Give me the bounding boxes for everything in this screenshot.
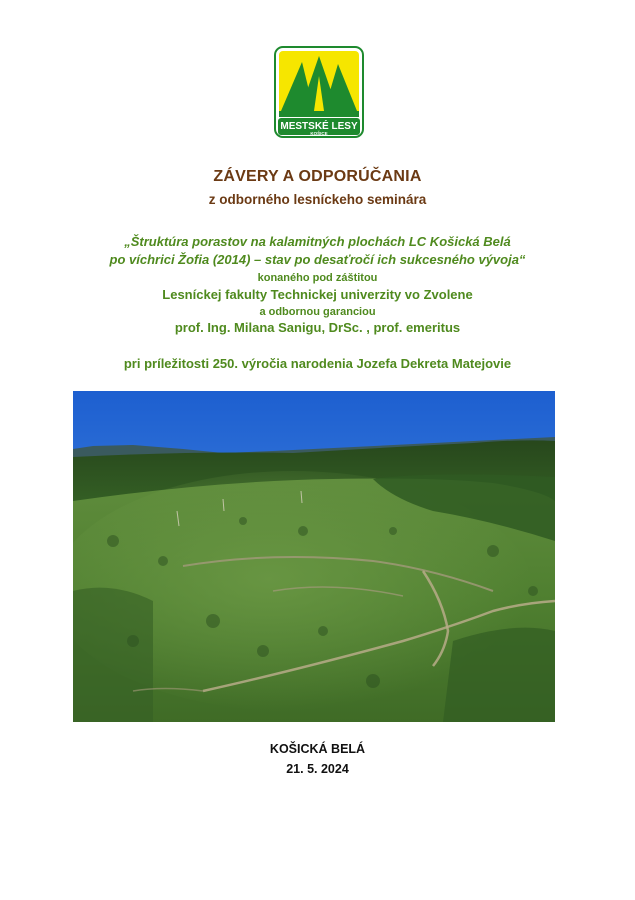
event-location: KOŠICKÁ BELÁ (269, 742, 366, 756)
seminar-title-line-2: po víchrici Žofia (2014) – stav po desaťročí ich sukcesného vývoja“ (109, 252, 526, 267)
seminar-title-line-1: „Štruktúra porastov na kalamitných plochách LC Košická Belá (124, 234, 511, 249)
guarantee-label: a odbornou garanciou (259, 306, 376, 318)
document-subtitle: z odborného lesníckeho seminára (208, 192, 427, 207)
occasion-text: pri príležitosti 250. výročia narodenia Jozefa Dekreta Matejovie (123, 356, 512, 371)
event-date: 21. 5. 2024 (286, 762, 349, 776)
logo-text: MESTSKÉ LESY (280, 121, 358, 132)
mestske-lesy-logo (274, 46, 364, 138)
document-title: ZÁVERY A ODPORÚČANIA (213, 168, 422, 185)
guarantor-name: prof. Ing. Milana Sanigu, DrSc. , prof. emeritus (174, 320, 461, 335)
patronage-label: konaného pod záštitou (257, 272, 378, 284)
logo-subtext: KOŠICE (310, 131, 328, 136)
patron-name: Lesníckej fakulty Technickej univerzity vo Zvolene (162, 287, 473, 302)
forest-landscape-photo (73, 391, 555, 722)
